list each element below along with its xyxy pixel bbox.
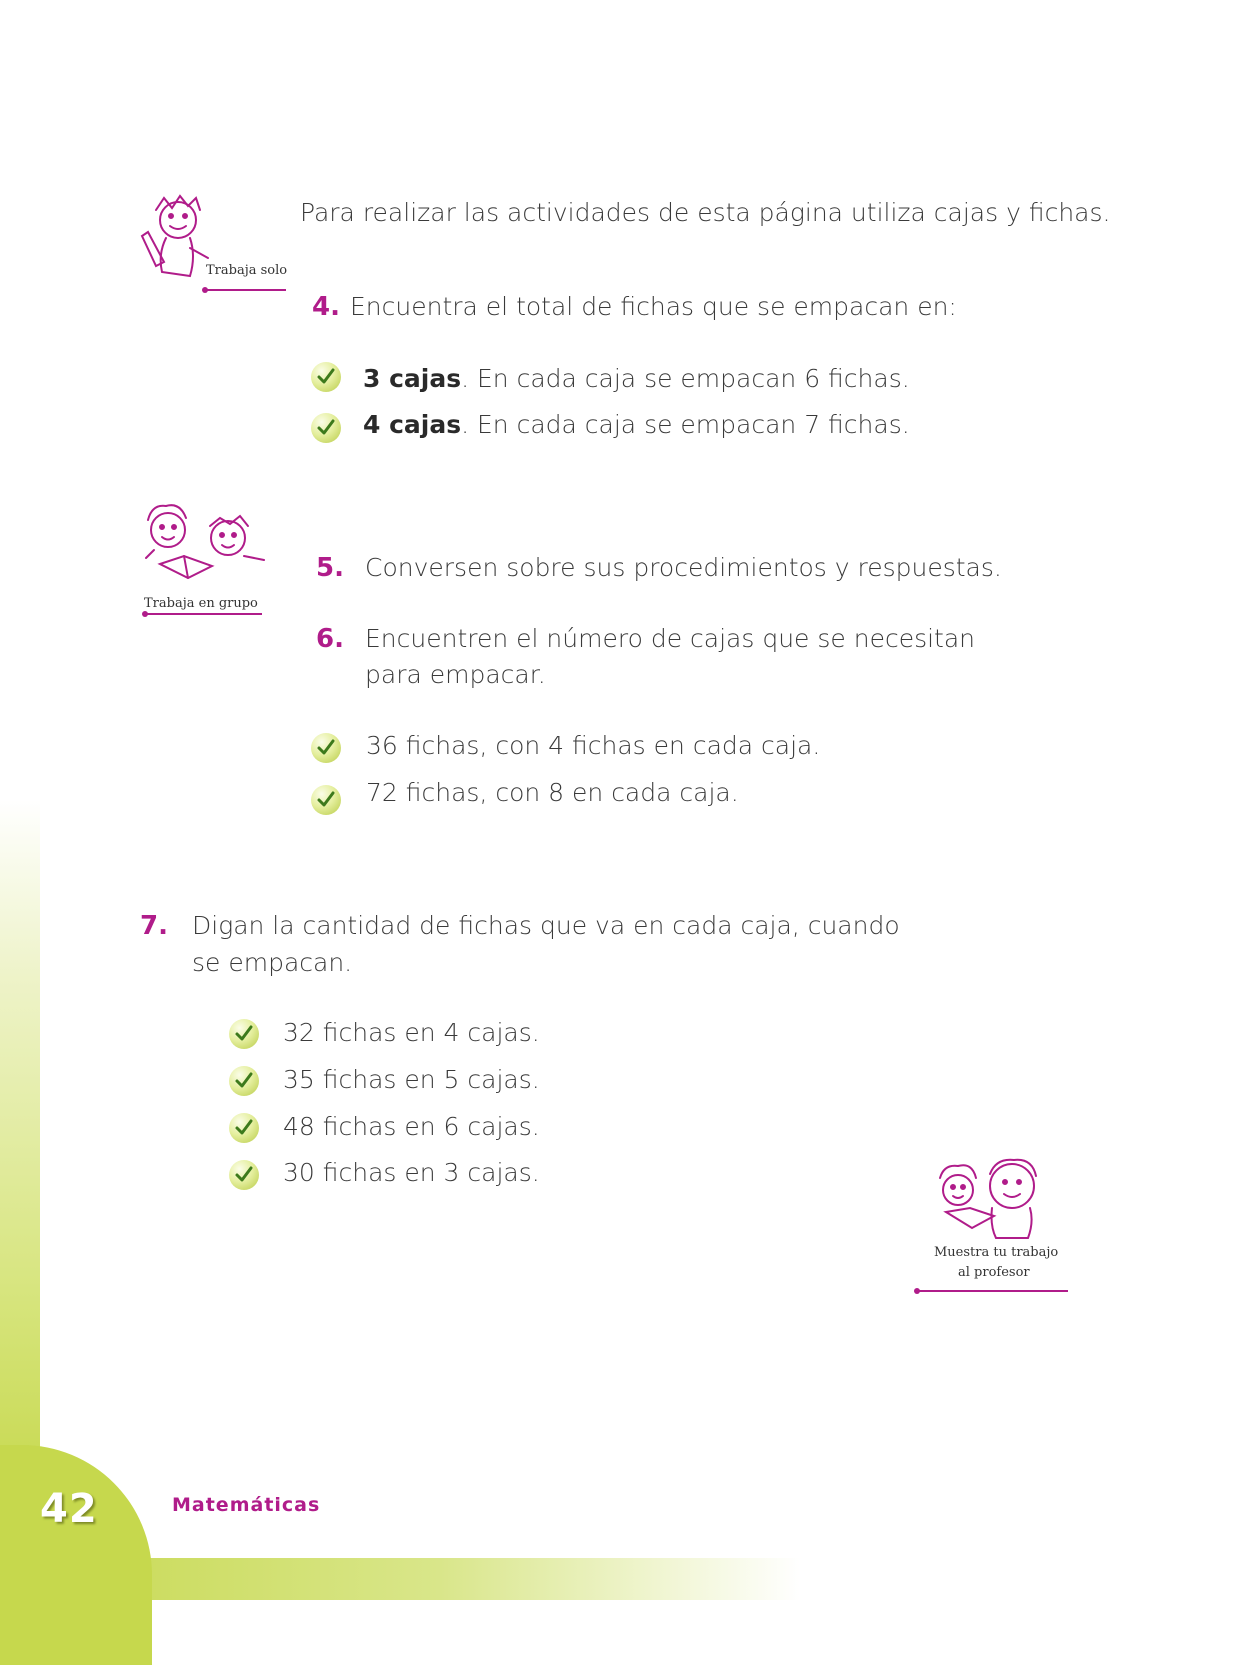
check-icon	[311, 733, 341, 763]
question-7-item-1: 32 fichas en 4 cajas.	[283, 1018, 540, 1047]
page-corner-tab	[0, 1445, 152, 1665]
check-icon	[311, 413, 341, 443]
question-4-text: Encuentra el total de fichas que se empacan en:	[350, 292, 957, 321]
item-bold-part: 3 cajas	[363, 364, 462, 393]
question-7-text-line2: se empacan.	[192, 948, 353, 977]
badge-dot	[202, 287, 208, 293]
question-6-item-1: 36 fichas, con 4 fichas en cada caja.	[366, 731, 821, 760]
question-7-number: 7.	[140, 911, 168, 941]
question-7-item-4: 30 fichas en 3 cajas.	[283, 1158, 540, 1187]
intro-text: Para realizar las actividades de esta página utiliza cajas y fichas.	[300, 198, 1111, 227]
children-group-drawing-icon	[140, 500, 268, 590]
check-icon	[311, 785, 341, 815]
question-6-item-2: 72 fichas, con 8 en cada caja.	[366, 778, 739, 807]
question-7-text-line1: Digan la cantidad de fichas que va en cada caja, cuando	[192, 911, 900, 940]
item-text-part: . En cada caja se empacan 7 fichas.	[461, 410, 910, 439]
side-green-strip	[0, 800, 40, 1500]
question-7-item-3: 48 fichas en 6 cajas.	[283, 1112, 540, 1141]
check-icon	[311, 362, 341, 392]
page-number: 42	[40, 1486, 98, 1532]
badge-label-profesor-line1: Muestra tu trabajo	[934, 1245, 1059, 1260]
question-4-item-2	[363, 410, 910, 439]
badge-dot	[914, 1288, 920, 1294]
check-icon	[229, 1019, 259, 1049]
muestra-trabajo-badge	[912, 1156, 1072, 1296]
question-5-number: 5.	[316, 553, 344, 583]
item-text-part: . En cada caja se empacan 6 fichas.	[461, 364, 910, 393]
question-7-item-2: 35 fichas en 5 cajas.	[283, 1065, 540, 1094]
question-6-text-line1: Encuentren el número de cajas que se necesitan	[365, 624, 976, 653]
children-showing-work-icon	[932, 1156, 1052, 1242]
subject-title: Matemáticas	[172, 1494, 321, 1516]
item-bold-part: 4 cajas	[363, 410, 462, 439]
question-5-text: Conversen sobre sus procedimientos y respuestas.	[365, 553, 1002, 582]
check-icon	[229, 1160, 259, 1190]
badge-label-grupo: Trabaja en grupo	[144, 596, 258, 611]
badge-label-solo: Trabaja solo	[206, 263, 288, 278]
trabaja-en-grupo-badge	[136, 500, 276, 620]
badge-underline	[144, 613, 262, 615]
trabaja-solo-badge	[136, 192, 296, 302]
question-4-number: 4.	[312, 292, 340, 322]
question-4-item-1	[363, 364, 910, 393]
check-icon	[229, 1066, 259, 1096]
question-6-text-line2: para empacar.	[365, 660, 546, 689]
question-6-number: 6.	[316, 624, 344, 654]
badge-label-profesor-line2: al profesor	[958, 1265, 1030, 1280]
badge-underline	[918, 1290, 1068, 1292]
badge-dot	[142, 611, 148, 617]
badge-underline	[204, 289, 286, 291]
check-icon	[229, 1113, 259, 1143]
